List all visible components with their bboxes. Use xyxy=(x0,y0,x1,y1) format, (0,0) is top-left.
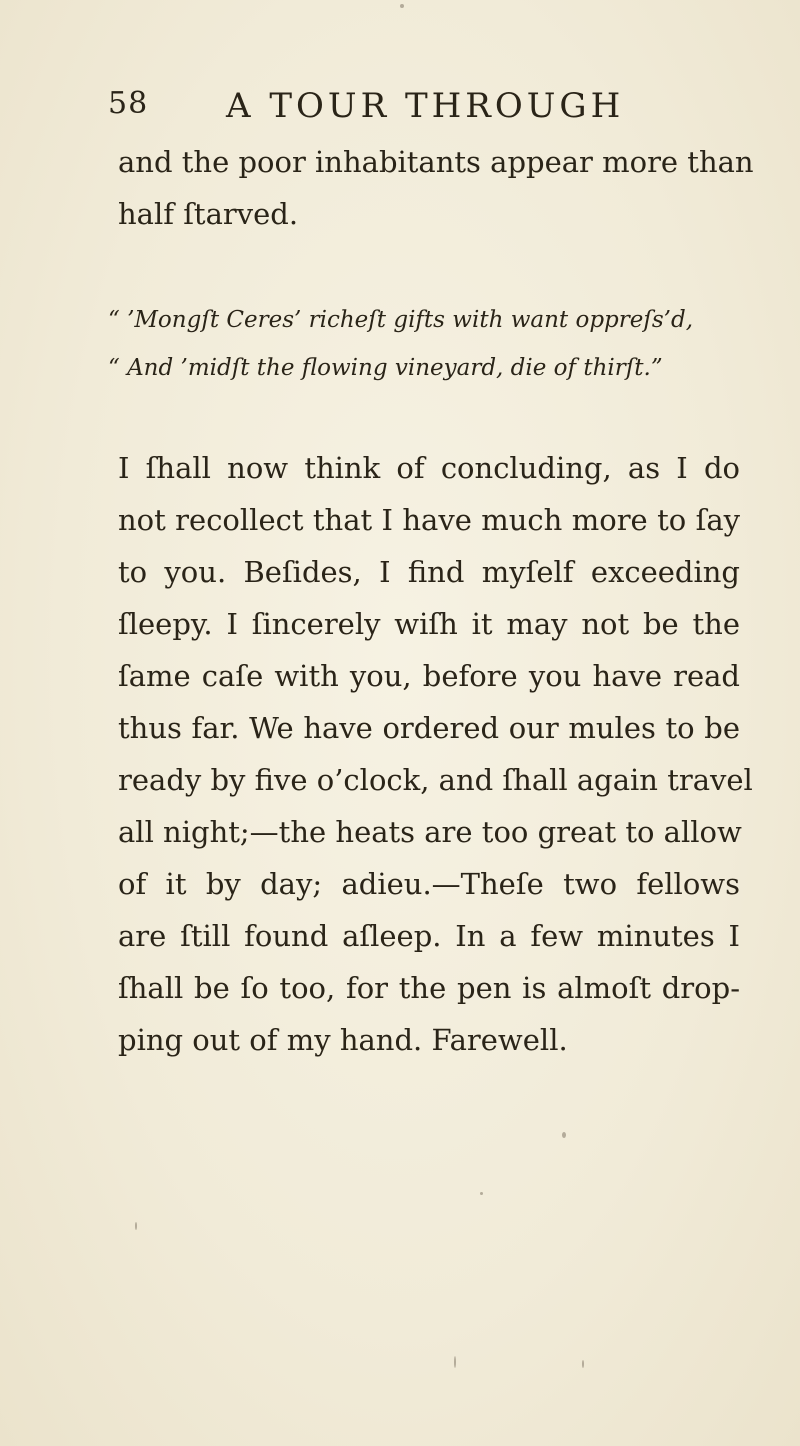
paper-speck xyxy=(562,1132,566,1138)
text-line: not recollect that I have much more to ſay xyxy=(118,503,740,537)
verse-line: “ ’Mongſt Ceres’ richeſt gifts with want oppreſs’d, xyxy=(108,307,694,333)
text-line: ſame caſe with you, before you have read xyxy=(118,659,740,693)
paper-speck xyxy=(480,1192,483,1195)
text-line: ping out of my hand. Farewell. xyxy=(118,1023,568,1057)
paragraph-1 xyxy=(118,136,754,240)
page-number: 58 xyxy=(108,86,149,121)
page-header xyxy=(108,86,708,136)
text-line: half ſtarved. xyxy=(118,197,299,231)
text-line: all night;—the heats are too great to allow xyxy=(118,815,742,849)
verse-quotation xyxy=(108,296,768,392)
text-line: ſleepy. I ſincerely wiſh it may not be the xyxy=(118,607,740,641)
text-line: to you. Beſides, I find myſelf exceeding xyxy=(118,555,740,589)
text-line: are ſtill found aſleep. In a few minutes I xyxy=(118,919,740,953)
text-line: and the poor inhabitants appear more than xyxy=(118,145,754,179)
paper-speck xyxy=(400,4,404,8)
verse-line: “ And ’midſt the flowing vineyard, die of thirſt.” xyxy=(108,355,663,381)
paper-speck xyxy=(454,1356,456,1368)
text-line: ſhall be ſo too, for the pen is almoſt drop- xyxy=(118,971,740,1005)
text-line: of it by day; adieu.—Theſe two fellows xyxy=(118,867,740,901)
paper-speck xyxy=(135,1222,137,1230)
text-line: ready by five o’clock, and ſhall again travel xyxy=(118,763,753,797)
paper-speck xyxy=(582,1360,584,1368)
text-line: I ſhall now think of concluding, as I do xyxy=(118,451,740,485)
paragraph-2 xyxy=(118,442,753,1066)
running-head: A TOUR THROUGH xyxy=(226,86,625,126)
text-line: thus far. We have ordered our mules to be xyxy=(118,711,740,745)
